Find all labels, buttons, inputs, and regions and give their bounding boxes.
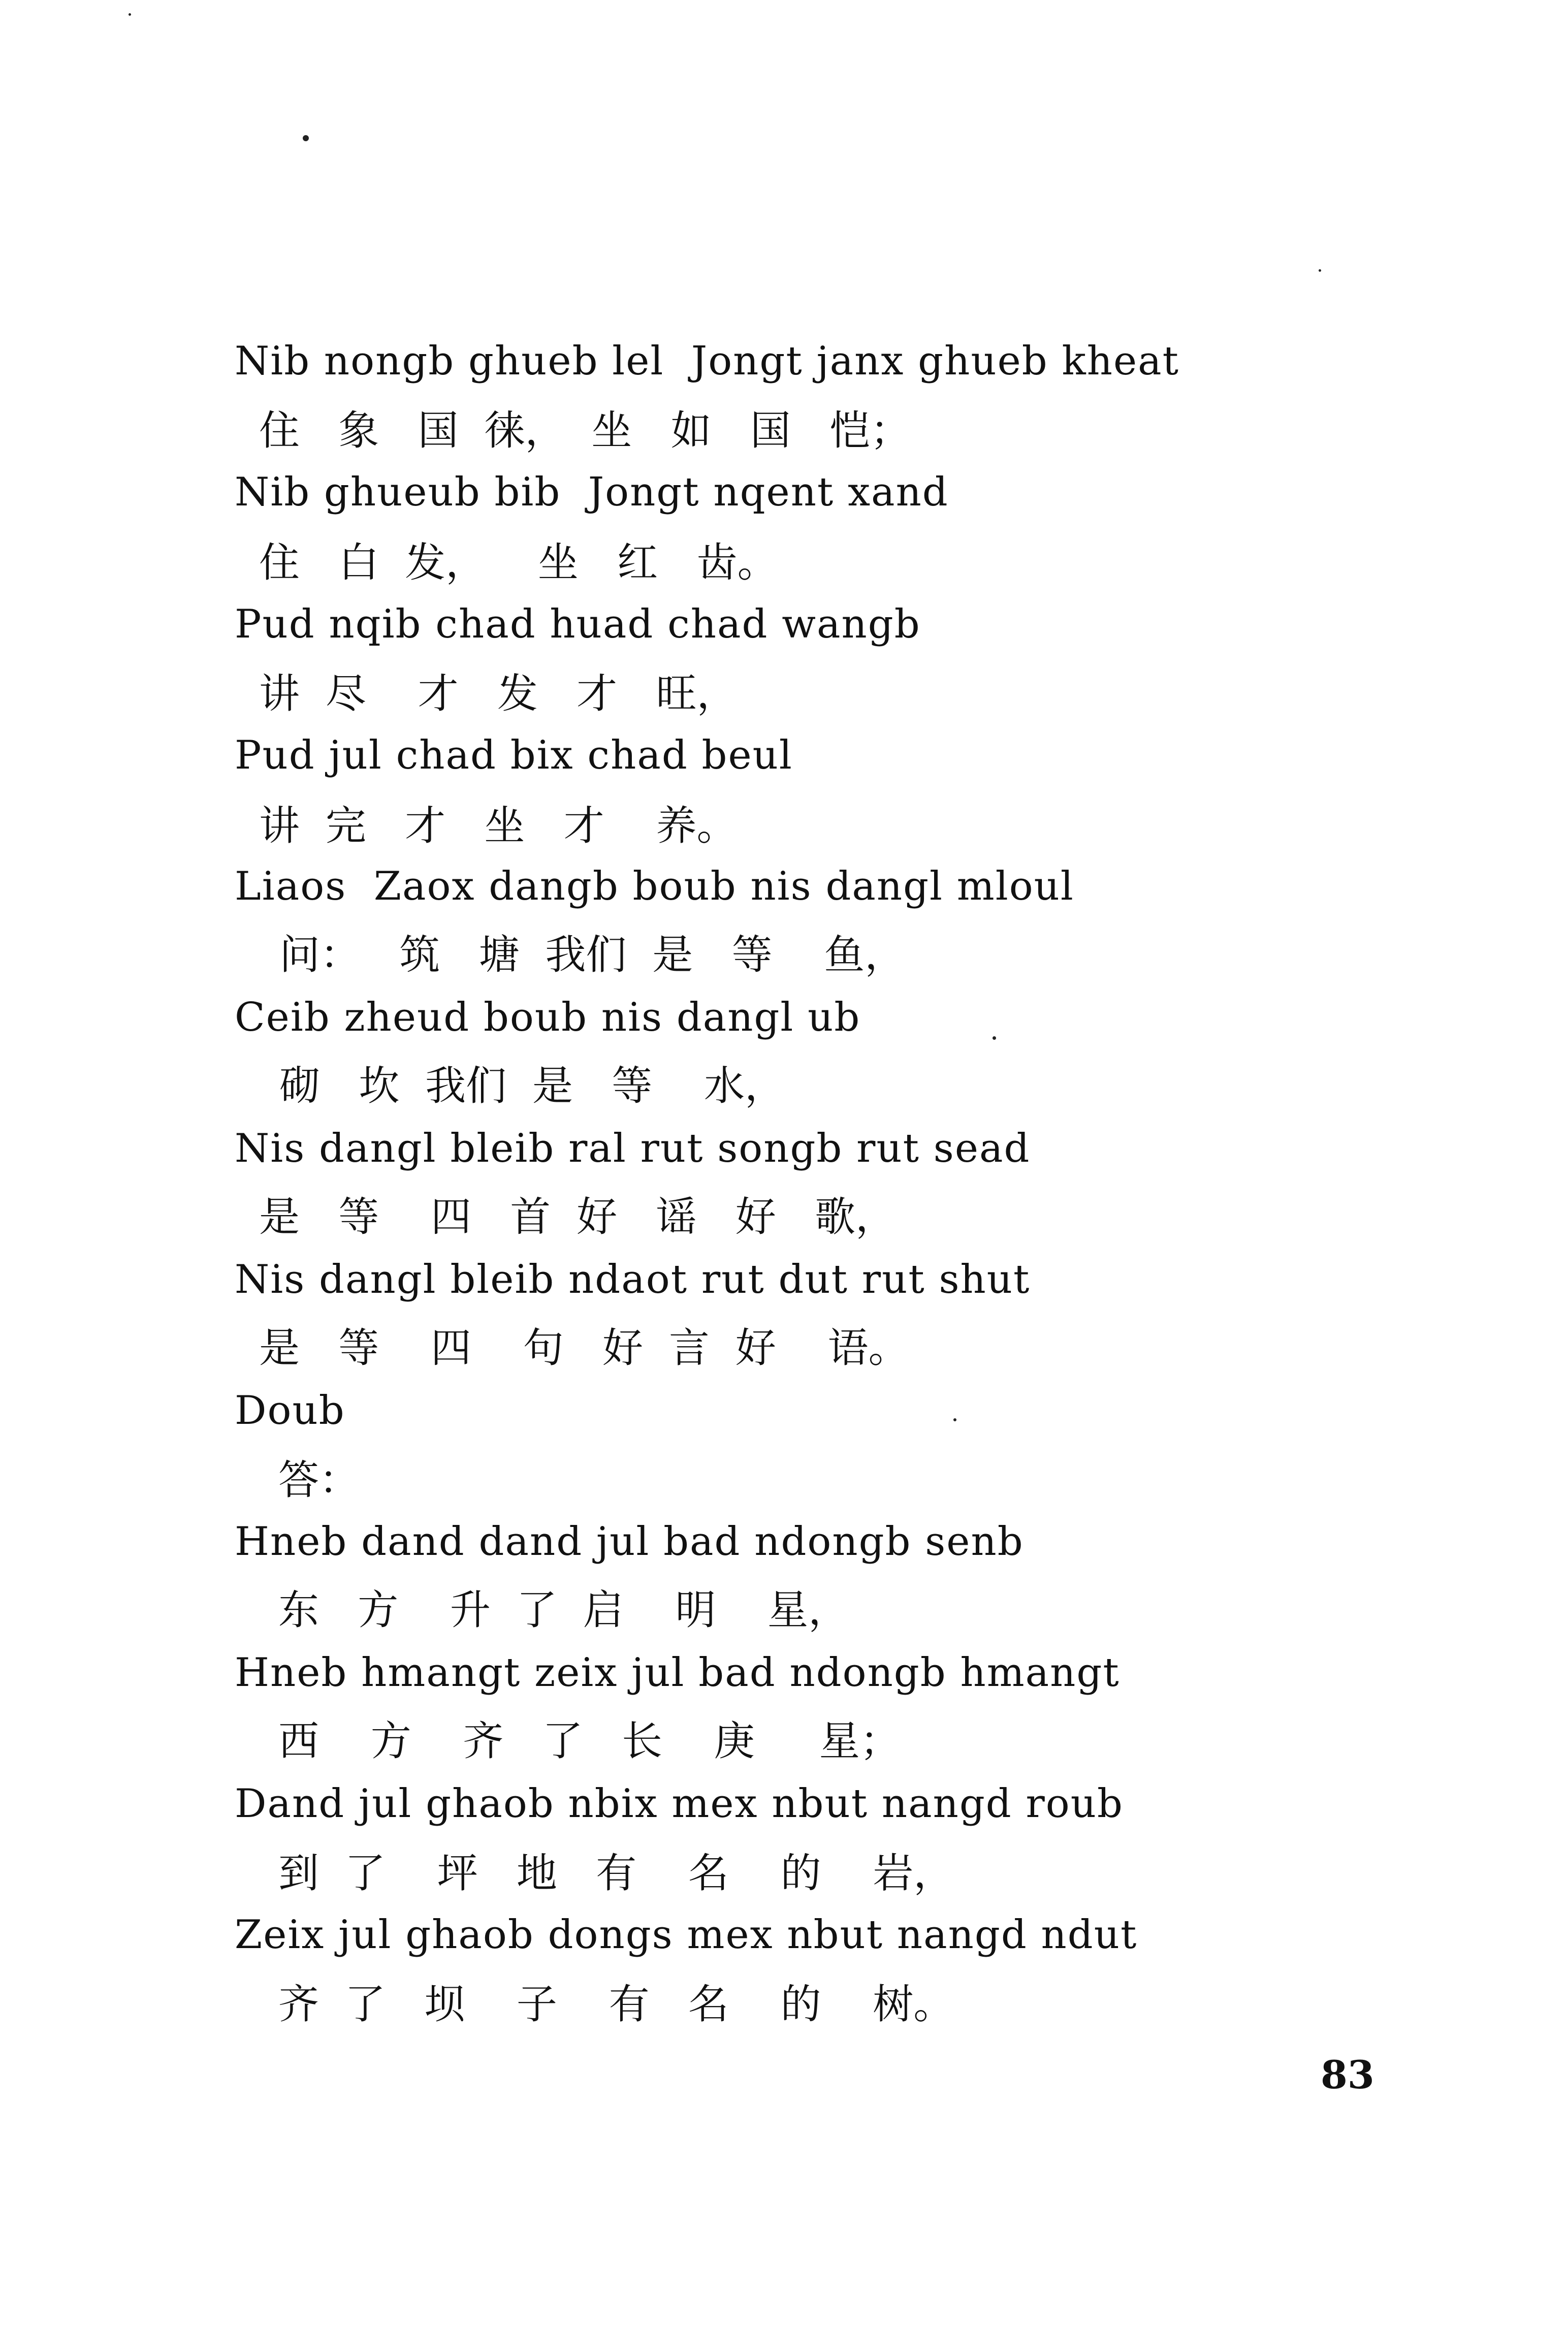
- romanized-line-5: Liaos Zaox dangb boub nis dangl mloul: [235, 864, 1074, 909]
- scan-speck: [1319, 269, 1321, 272]
- chinese-gloss-line-8: 是 等 四 句 好 言 好 语。: [259, 1324, 909, 1372]
- romanized-line-2: Nib ghueub bib Jongt nqent xand: [235, 469, 949, 515]
- scan-speck: [303, 135, 309, 141]
- chinese-gloss-line-5: 问： 筑 塘 我们 是 等 鱼，: [279, 931, 906, 978]
- romanized-line-11: Hneb hmangt zeix jul bad ndongb hmangt: [235, 1650, 1120, 1696]
- chinese-gloss-line-6: 砌 坎 我们 是 等 水，: [279, 1062, 786, 1109]
- chinese-gloss-line-2: 住 白 发， 坐 红 齿。: [259, 539, 778, 586]
- chinese-gloss-line-10: 东 方 升 了 启 明 星，: [278, 1586, 849, 1634]
- romanized-line-8: Nis dangl bleib ndaot rut dut rut shut: [235, 1257, 1031, 1302]
- chinese-gloss-line-11: 西 方 齐 了 长 庚 星；: [278, 1717, 901, 1765]
- chinese-gloss-line-13: 齐 了 坝 子 有 名 的 树。: [278, 1981, 954, 2028]
- scan-speck: [953, 1418, 956, 1421]
- romanized-line-10: Hneb dand dand jul bad ndongb senb: [235, 1519, 1024, 1565]
- romanized-line-7: Nis dangl bleib ral rut songb rut sead: [235, 1126, 1031, 1171]
- chinese-gloss-line-9: 答：: [278, 1456, 360, 1504]
- romanized-line-12: Dand jul ghaob nbix mex nbut nangd roub: [235, 1781, 1124, 1827]
- chinese-gloss-line-12: 到 了 坪 地 有 名 的 岩，: [278, 1850, 954, 1897]
- romanized-line-6: Ceib zheud boub nis dangl ub: [235, 995, 861, 1040]
- scan-speck: [129, 13, 131, 16]
- chinese-gloss-line-7: 是 等 四 首 好 谣 好 歌，: [259, 1193, 897, 1240]
- chinese-gloss-line-4: 讲 完 才 坐 才 养。: [259, 802, 738, 849]
- romanized-line-1: Nib nongb ghueb lel Jongt janx ghueb kheat: [235, 338, 1179, 384]
- scan-speck: [993, 1036, 996, 1040]
- romanized-line-3: Pud nqib chad huad chad wangb: [235, 601, 921, 647]
- chinese-gloss-line-1: 住 象 国 徕， 坐 如 国 恺；: [259, 407, 911, 454]
- romanized-line-9: Doub: [235, 1388, 345, 1434]
- page-number: 83: [1321, 2052, 1374, 2097]
- romanized-line-4: Pud jul chad bix chad beul: [235, 732, 793, 778]
- chinese-gloss-line-3: 讲 尽 才 发 才 旺，: [259, 670, 738, 717]
- romanized-line-13: Zeix jul ghaob dongs mex nbut nangd ndut: [235, 1912, 1138, 1958]
